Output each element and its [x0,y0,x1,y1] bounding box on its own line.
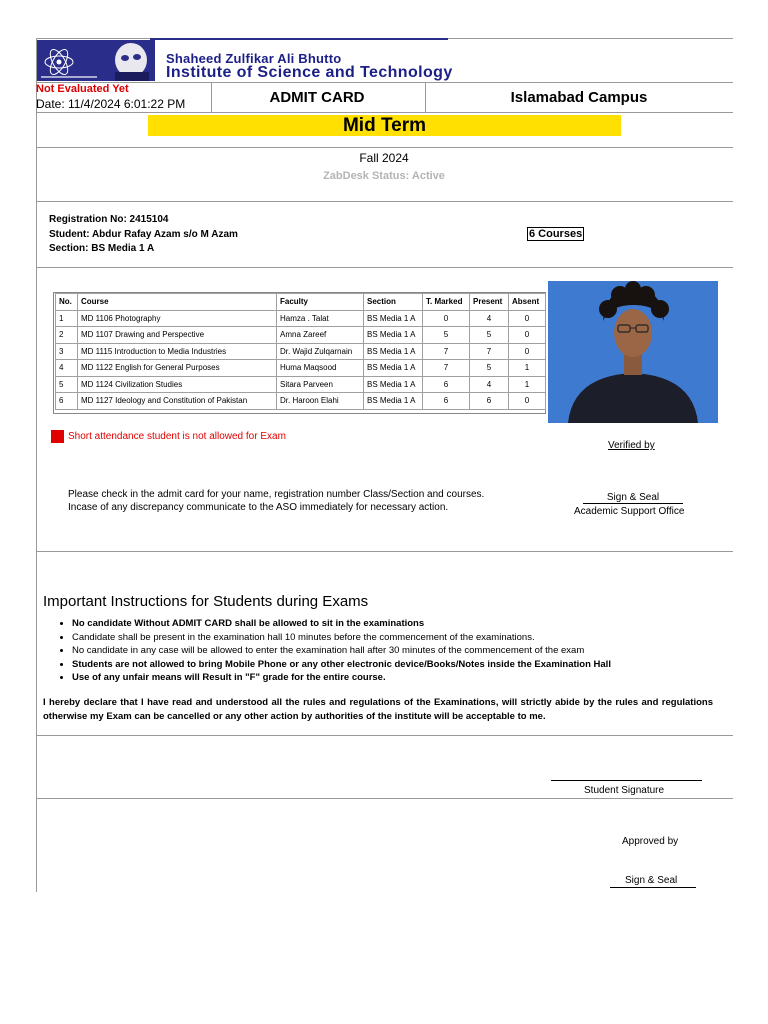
student-section: Section: BS Media 1 A [49,243,155,254]
list-item: • Candidate shall be present in the examination hall 10 minutes before the commencement of the examinations. [72,631,752,645]
list-item: • No candidate in any case will be allowed to enter the examination hall after 30 minutes of the commencement of the exam [72,644,752,658]
institute-name-line1: Shaheed Zulfikar Ali Bhutto [166,51,342,66]
term: Fall 2024 [359,151,409,165]
cell-course: MD 1127 Ideology and Constitution of Pakistan [78,393,277,410]
student-info [49,213,238,257]
col-no: No. [56,294,78,311]
col-t-marked: T. Marked [423,294,470,311]
table-header-row [56,294,546,311]
cell-no: 1 [56,310,78,327]
table-row [56,327,546,344]
declaration-text: I hereby declare that I have read and understood all the rules and regulations of the Examinations, will strictly abide by the rules and regulations otherwise my Exam can be cancelled or any other action by authorities of the institute will be acceptable to me. [43,697,713,722]
cell-no: 3 [56,343,78,360]
col-present: Present [470,294,509,311]
cell-faculty: Huma Maqsood [277,360,364,377]
table-row [56,376,546,393]
aso-label: Academic Support Office [574,506,685,517]
cell-t-marked: 6 [423,393,470,410]
cell-course: MD 1122 English for General Purposes [78,360,277,377]
cell-faculty: Amna Zareef [277,327,364,344]
cell-no: 4 [56,360,78,377]
cell-present: 6 [470,393,509,410]
divider-row3 [36,201,733,202]
cell-t-marked: 6 [423,376,470,393]
cell-section: BS Media 1 A [364,376,423,393]
cell-absent: 0 [509,343,546,360]
cell-absent: 0 [509,310,546,327]
cell-no: 6 [56,393,78,410]
student-photo [548,281,718,423]
cell-section: BS Media 1 A [364,327,423,344]
aso-sign-seal: Sign & Seal [606,492,660,503]
institute-logo [37,40,155,81]
cell-absent: 0 [509,327,546,344]
divider-header [36,82,733,83]
student-portrait-icon [548,281,718,423]
cell-absent: 1 [509,376,546,393]
cell-section: BS Media 1 A [364,360,423,377]
registration-number: Registration No: 2415104 [49,214,169,225]
cell-present: 5 [470,327,509,344]
col-course: Course [78,294,277,311]
student-signature-label: Student Signature [584,785,665,796]
approved-by-label: Approved by [622,836,679,847]
cell-present: 5 [470,360,509,377]
check-notice [68,488,484,514]
card-title: ADMIT CARD [269,89,365,106]
cell-absent: 0 [509,393,546,410]
table-row [56,343,546,360]
cell-course: MD 1115 Introduction to Media Industries [78,343,277,360]
evaluation-status: Not Evaluated Yet [36,83,129,95]
cell-course: MD 1124 Civilization Studies [78,376,277,393]
short-attendance-warning: Short attendance student is not allowed for Exam [68,431,286,442]
instructions-title: Important Instructions for Students during Exams [43,593,369,610]
cell-t-marked: 5 [423,327,470,344]
issue-date: Date: 11/4/2024 6:01:22 PM [36,97,186,111]
courses-table [55,293,546,410]
check-notice-line1: Please check in the admit card for your name, registration number Class/Section and courses. [68,489,485,500]
check-notice-line2: Incase of any discrepancy communicate to the ASO immediately for necessary action. [68,502,449,513]
cell-course: MD 1106 Photography [78,310,277,327]
cell-t-marked: 7 [423,360,470,377]
campus-name: Islamabad Campus [510,89,648,106]
border-left [36,38,37,892]
cell-faculty: Sitara Parveen [277,376,364,393]
cell-section: BS Media 1 A [364,393,423,410]
cell-t-marked: 7 [423,343,470,360]
divider-row7 [36,798,733,799]
student-signature-line [551,780,702,781]
exam-type-banner: Mid Term [148,115,621,136]
cell-absent: 1 [509,360,546,377]
list-item: • Use of any unfair means will Result in "F" grade for the entire course. [72,671,752,685]
cell-present: 4 [470,310,509,327]
cell-present: 4 [470,376,509,393]
approval-sign-line [610,887,696,888]
instructions-list [54,617,752,685]
col-absent: Absent [509,294,546,311]
verified-by-label: Verified by [608,440,655,451]
cell-faculty: Dr. Wajid Zulqarnain [277,343,364,360]
cell-no: 2 [56,327,78,344]
col-section: Section [364,294,423,311]
table-row [56,393,546,410]
cell-course: MD 1107 Drawing and Perspective [78,327,277,344]
courses-count: 6 Courses [529,228,583,240]
col-faculty: Faculty [277,294,364,311]
list-item: • Students are not allowed to bring Mobile Phone or any other electronic device/Books/Notes inside the Examination Hall [72,658,752,672]
aso-sign-line [583,503,683,504]
cell-faculty: Hamza . Talat [277,310,364,327]
atom-emblem-icon [37,40,155,81]
list-item: • No candidate Without ADMIT CARD shall be allowed to sit in the examinations [72,617,752,631]
table-row [56,310,546,327]
cell-section: BS Media 1 A [364,343,423,360]
warning-marker-icon [51,430,64,443]
cell-present: 7 [470,343,509,360]
institute-name-line2: Institute of Science and Technology [166,64,453,81]
student-name: Student: Abdur Rafay Azam s/o M Azam [49,228,238,240]
zabdesk-status: ZabDesk Status: Active [323,170,445,182]
divider-row5 [36,551,733,552]
logo-top-rule [150,38,448,40]
cell-section: BS Media 1 A [364,310,423,327]
cell-no: 5 [56,376,78,393]
approval-sign-seal: Sign & Seal [625,875,678,886]
divider-row4 [36,267,733,268]
divider-row6 [36,735,733,736]
divider-row1 [36,112,733,113]
table-row [56,360,546,377]
divider-row2 [36,147,733,148]
cell-t-marked: 0 [423,310,470,327]
cell-faculty: Dr. Haroon Elahi [277,393,364,410]
